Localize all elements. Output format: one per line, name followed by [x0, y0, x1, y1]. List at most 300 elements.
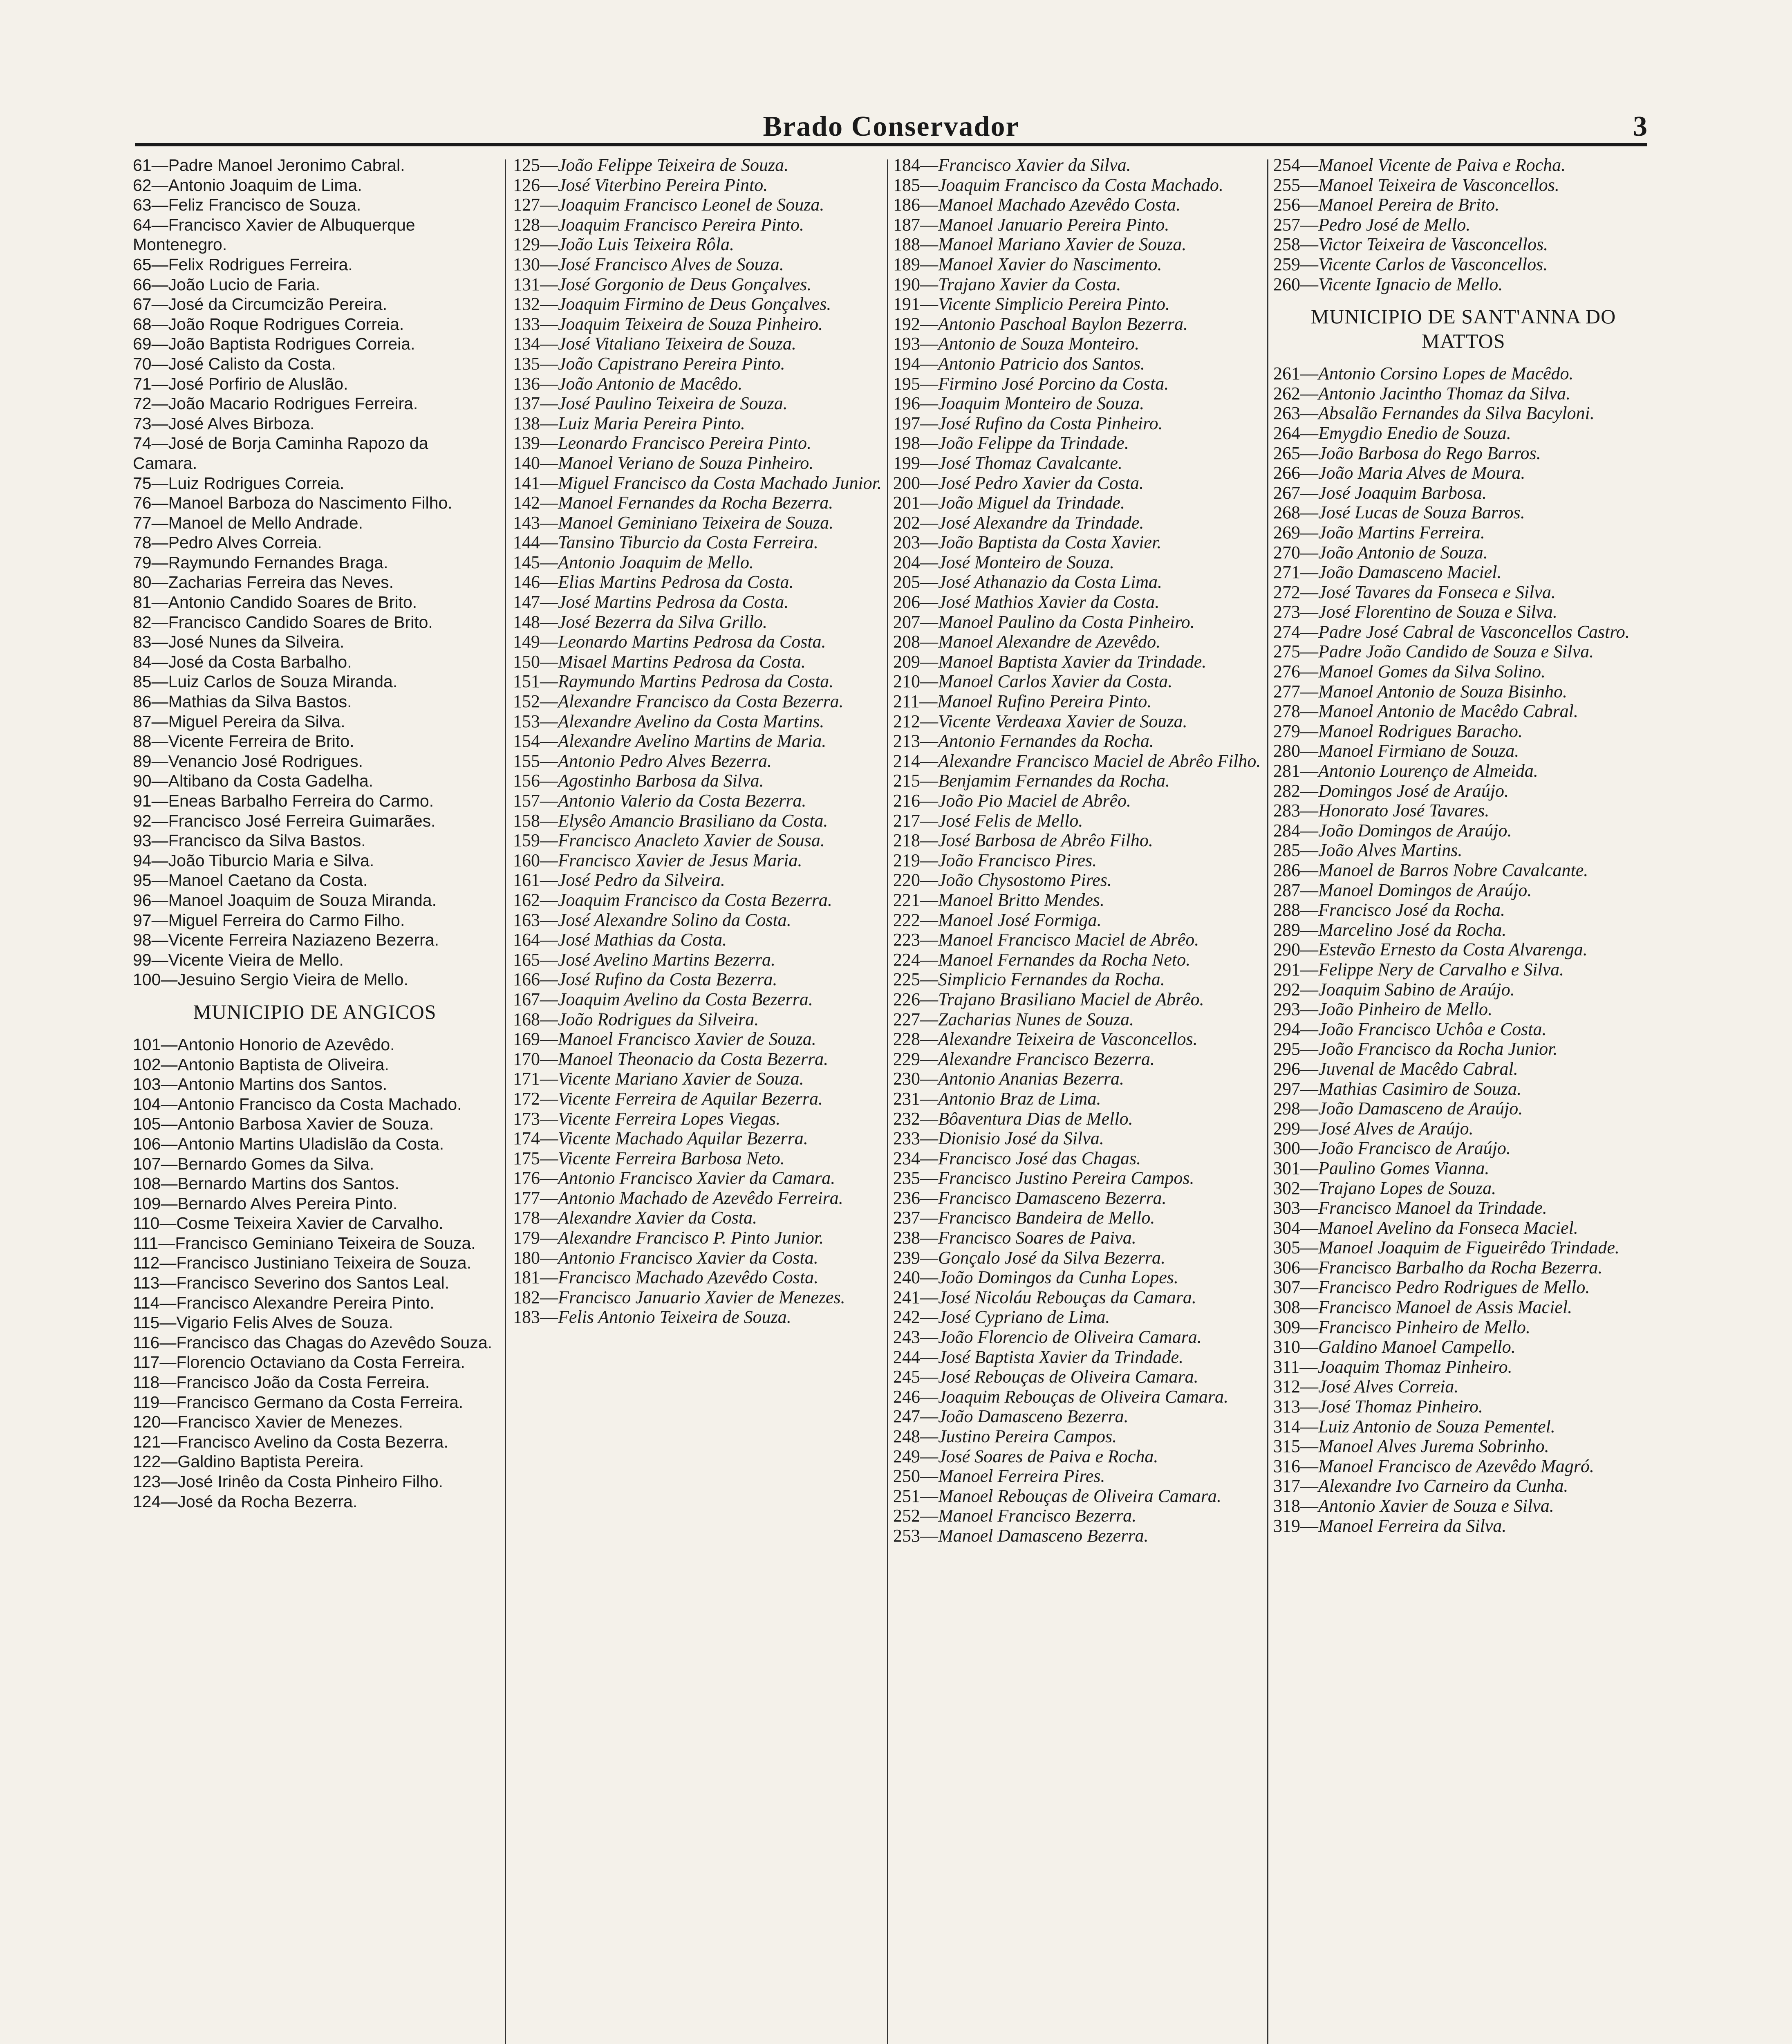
entry-name: José Rufino da Costa Bezerra.: [558, 969, 777, 990]
entry-number: 143: [513, 512, 540, 533]
list-item: [893, 930, 1269, 950]
entry-dash: —: [1300, 1118, 1318, 1139]
entry-dash: —: [1300, 522, 1318, 542]
entry-number: 132: [513, 294, 540, 314]
entry-number: 311: [1273, 1356, 1300, 1377]
entry-name: Absalão Fernandes da Silva Bacyloni.: [1318, 403, 1595, 424]
entry-dash: —: [1300, 502, 1318, 523]
entry-number: 96: [133, 890, 152, 910]
entry-name: José Thomaz Pinheiro.: [1318, 1396, 1483, 1417]
entry-number: 227: [893, 1009, 920, 1029]
section-heading: MUNICIPIO DE ANGICOS: [193, 1000, 437, 1023]
list-item: [133, 1372, 497, 1392]
entry-name: José Alves de Araújo.: [1318, 1118, 1474, 1139]
list-item: [893, 155, 1269, 175]
entry-dash: —: [1300, 959, 1318, 979]
entry-dash: —: [1300, 1039, 1318, 1059]
list-item: [893, 1109, 1269, 1129]
list-item: [893, 433, 1269, 453]
list-item: [513, 771, 887, 791]
entry-dash: —: [920, 1088, 938, 1109]
entry-number: 160: [513, 850, 540, 870]
entry-number: 255: [1273, 175, 1300, 195]
entry-dash: —: [920, 1406, 938, 1427]
list-item: [133, 1094, 497, 1114]
entry-number: 202: [893, 512, 920, 533]
entry-dash: —: [540, 691, 558, 712]
list-item: [133, 1472, 497, 1492]
list-item: [1273, 702, 1653, 722]
entry-name: Manoel Pereira de Brito.: [1318, 195, 1500, 215]
list-item: [1273, 483, 1653, 503]
entry-number: 116: [133, 1333, 160, 1352]
list-item: [513, 314, 887, 334]
entry-dash: —: [159, 1214, 177, 1233]
entry-number: 155: [513, 751, 540, 771]
entry-name: José Barbosa de Abrêo Filho.: [938, 830, 1153, 851]
entry-name: Francisco Geminiano Teixeira de Souza.: [175, 1233, 476, 1253]
entry-number: 147: [513, 592, 540, 612]
list-item: [133, 1213, 497, 1233]
entry-number: 307: [1273, 1277, 1300, 1298]
entry-number: 104: [133, 1094, 161, 1114]
list-item: [513, 1109, 887, 1129]
list-item: [893, 1367, 1269, 1387]
entry-name: Francisco Machado Azevêdo Costa.: [558, 1267, 819, 1288]
list-item: [513, 970, 887, 990]
list-item: [133, 572, 497, 592]
entry-number: 62: [133, 175, 152, 195]
list-item: [893, 334, 1269, 354]
entry-number: 142: [513, 493, 540, 513]
entry-dash: —: [151, 275, 168, 294]
entry-number: 140: [513, 453, 540, 473]
entry-dash: —: [920, 1148, 938, 1168]
entry-name: Marcelino José da Rocha.: [1318, 919, 1507, 940]
entry-number: 103: [133, 1075, 161, 1094]
entry-dash: —: [540, 532, 558, 553]
list-item: [1273, 1417, 1653, 1437]
entry-dash: —: [540, 1009, 558, 1029]
list-item: [133, 433, 497, 473]
list-item: [1273, 1318, 1653, 1338]
list-item: [133, 354, 497, 374]
entry-number: 159: [513, 830, 540, 851]
entry-name: Feliz Francisco de Souza.: [168, 195, 361, 215]
list-item: [1273, 543, 1653, 563]
entry-number: 85: [133, 672, 152, 691]
entry-name: João Damasceno de Araújo.: [1318, 1098, 1523, 1119]
list-item: [513, 374, 887, 394]
entry-dash: —: [920, 1367, 938, 1387]
entry-name: Miguel Ferreira do Carmo Filho.: [168, 910, 405, 930]
list-item: [1273, 1119, 1653, 1139]
entry-name: Emygdio Enedio de Souza.: [1318, 423, 1511, 443]
list-item: [133, 1452, 497, 1472]
entry-number: 76: [133, 493, 152, 513]
entry-name: Francisco João da Costa Ferreira.: [176, 1373, 430, 1392]
entry-name: Gonçalo José da Silva Bezerra.: [938, 1247, 1165, 1268]
entry-dash: —: [540, 850, 558, 870]
list-item: [1273, 1159, 1653, 1179]
entry-name: Francisco Candido Soares de Brito.: [168, 612, 433, 632]
list-item: [893, 632, 1269, 652]
list-item: [1273, 424, 1653, 444]
entry-name: José da Costa Barbalho.: [168, 652, 352, 671]
entry-name: José Avelino Martins Bezerra.: [558, 949, 775, 970]
entry-name: Antonio Candido Soares de Brito.: [168, 593, 417, 612]
list-item: [1273, 444, 1653, 464]
entry-name: Alexandre Francisco Maciel de Abrêo Filho.: [938, 751, 1261, 771]
list-item: [1273, 195, 1653, 215]
entry-number: 296: [1273, 1058, 1300, 1079]
entry-dash: —: [151, 434, 168, 453]
list-item: [133, 652, 497, 672]
entry-number: 278: [1273, 701, 1300, 722]
list-item: [513, 870, 887, 890]
entry-dash: —: [159, 1313, 177, 1332]
entry-number: 73: [133, 414, 152, 433]
entry-name: João Domingos de Araújo.: [1318, 820, 1512, 840]
entry-dash: —: [540, 1108, 558, 1129]
list-item: [893, 453, 1269, 473]
entry-dash: —: [1300, 1277, 1318, 1298]
entry-dash: —: [540, 294, 558, 314]
entry-name: Vicente Ferreira Barbosa Neto.: [558, 1148, 785, 1168]
entry-number: 107: [133, 1154, 161, 1173]
list-item: [133, 692, 497, 712]
entry-name: Alexandre Avelino Martins de Maria.: [558, 731, 827, 751]
entry-number: 154: [513, 731, 540, 751]
entry-name: Antonio Ananias Bezerra.: [938, 1069, 1124, 1089]
entry-name: João Florencio de Oliveira Camara.: [938, 1327, 1202, 1347]
entry-dash: —: [1300, 1237, 1318, 1258]
entry-number: 212: [893, 711, 920, 731]
entry-name: João Damasceno Bezerra.: [938, 1406, 1129, 1427]
entry-number: 77: [133, 513, 152, 532]
entry-dash: —: [151, 473, 168, 493]
entry-number: 220: [893, 870, 920, 890]
entry-number: 309: [1273, 1317, 1300, 1337]
entry-dash: —: [540, 711, 558, 731]
entry-dash: —: [540, 1088, 558, 1109]
entry-number: 218: [893, 830, 920, 851]
entry-dash: —: [159, 1333, 177, 1352]
entry-name: Antonio Xavier de Souza e Silva.: [1318, 1496, 1554, 1516]
entry-dash: —: [151, 553, 168, 572]
entry-dash: —: [1300, 254, 1318, 274]
list-item: [513, 354, 887, 374]
entry-name: Joaquim Thomaz Pinheiro.: [1317, 1356, 1512, 1377]
entry-dash: —: [1300, 860, 1318, 880]
entry-dash: —: [159, 1353, 177, 1372]
list-item: [513, 1307, 887, 1327]
entry-dash: —: [161, 1094, 178, 1114]
entry-dash: —: [920, 1069, 938, 1089]
entry-name: José de Borja Caminha Rapozo da Camara.: [133, 434, 428, 473]
entry-number: 86: [133, 692, 152, 711]
entry-number: 293: [1273, 999, 1300, 1020]
list-item: [1273, 1099, 1653, 1119]
entry-number: 197: [893, 413, 920, 433]
entry-dash: —: [920, 1307, 938, 1327]
entry-name: Joaquim Francisco Pereira Pinto.: [558, 214, 804, 235]
entry-dash: —: [540, 1287, 558, 1307]
entry-number: 171: [513, 1069, 540, 1089]
entry-number: 194: [893, 353, 920, 374]
list-item: [893, 910, 1269, 930]
entry-name: Manoel Alves Jurema Sobrinho.: [1318, 1436, 1549, 1457]
entry-number: 144: [513, 532, 540, 553]
list-item: [1273, 1079, 1653, 1099]
entry-number: 138: [513, 413, 540, 433]
entry-number: 269: [1273, 522, 1300, 542]
list-item: [893, 791, 1269, 811]
entry-dash: —: [920, 1327, 938, 1347]
entry-number: 262: [1273, 383, 1300, 403]
entry-number: 89: [133, 751, 152, 771]
list-item: [133, 1432, 497, 1452]
entry-number: 114: [133, 1293, 160, 1312]
entry-name: José Francisco Alves de Souza.: [558, 254, 784, 274]
list-item: [893, 572, 1269, 592]
entry-name: Antonio Francisco da Costa Machado.: [177, 1094, 462, 1114]
entry-dash: —: [151, 831, 168, 850]
list-item: [133, 811, 497, 831]
entry-dash: —: [540, 1188, 558, 1208]
list-item: [513, 831, 887, 851]
entry-number: 266: [1273, 463, 1300, 483]
list-item: [893, 1168, 1269, 1188]
list-item: [133, 791, 497, 811]
list-item: [513, 414, 887, 434]
entry-name: Raymundo Martins Pedrosa da Costa.: [558, 671, 834, 692]
entry-number: 185: [893, 175, 920, 195]
entry-dash: —: [920, 473, 938, 493]
entry-number: 247: [893, 1406, 920, 1427]
entry-name: João Maria Alves de Moura.: [1318, 463, 1525, 483]
entry-dash: —: [151, 732, 168, 751]
entry-number: 109: [133, 1194, 161, 1213]
entry-dash: —: [151, 354, 168, 373]
list-item: [513, 235, 887, 255]
entry-name: Manoel Avelino da Fonseca Maciel.: [1318, 1217, 1578, 1238]
entry-name: Antonio Machado de Azevêdo Ferreira.: [558, 1188, 843, 1208]
entry-number: 275: [1273, 641, 1300, 662]
entry-number: 253: [893, 1525, 920, 1546]
entry-dash: —: [151, 156, 168, 175]
entry-name: Francisco José das Chagas.: [938, 1148, 1141, 1168]
entry-name: Leonardo Martins Pedrosa da Costa.: [558, 632, 826, 652]
list-item: [893, 1089, 1269, 1109]
entry-name: Manoel Barboza do Nascimento Filho.: [168, 493, 452, 513]
entry-name: João Barbosa do Rego Barros.: [1318, 443, 1541, 463]
entry-number: 123: [133, 1472, 161, 1491]
entry-dash: —: [540, 810, 558, 831]
list-item: [133, 1293, 497, 1313]
entry-number: 79: [133, 553, 152, 572]
entry-dash: —: [540, 731, 558, 751]
entry-dash: —: [151, 493, 168, 513]
entry-dash: —: [920, 1386, 938, 1407]
entry-name: Felix Rodrigues Ferreira.: [168, 255, 353, 274]
entry-number: 82: [133, 612, 152, 632]
entry-number: 215: [893, 771, 920, 791]
entry-number: 243: [893, 1327, 920, 1347]
entry-dash: —: [540, 592, 558, 612]
entry-name: Antonio Valerio da Costa Bezerra.: [558, 791, 806, 811]
entry-dash: —: [540, 1069, 558, 1089]
entry-name: Antonio Jacintho Thomaz da Silva.: [1318, 383, 1571, 403]
entry-name: Francisco da Silva Bastos.: [168, 831, 366, 850]
entry-dash: —: [151, 871, 168, 890]
entry-dash: —: [151, 851, 168, 870]
entry-dash: —: [1300, 880, 1318, 900]
entry-name: Manoel Januario Pereira Pinto.: [938, 214, 1169, 235]
entry-name: Francisco das Chagas do Azevêdo Souza.: [176, 1333, 493, 1352]
entry-dash: —: [1300, 1337, 1318, 1357]
entry-dash: —: [920, 214, 938, 235]
entry-number: 236: [893, 1188, 920, 1208]
entry-dash: —: [1300, 721, 1318, 741]
entry-dash: —: [1300, 641, 1318, 662]
list-item: [1273, 682, 1653, 702]
entry-name: Vicente Machado Aquilar Bezerra.: [558, 1128, 808, 1149]
entry-number: 187: [893, 214, 920, 235]
entry-dash: —: [540, 671, 558, 692]
entry-number: 180: [513, 1247, 540, 1268]
entry-name: Manoel de Barros Nobre Cavalcante.: [1318, 860, 1588, 880]
list-item: [893, 1427, 1269, 1447]
entry-number: 257: [1273, 214, 1300, 235]
list-item: [133, 1313, 497, 1333]
list-item: [133, 1134, 497, 1154]
entry-name: José Rebouças de Oliveira Camara.: [938, 1367, 1198, 1387]
entry-dash: —: [920, 910, 938, 930]
entry-name: Simplicio Fernandes da Rocha.: [938, 969, 1165, 990]
entry-name: Antonio Francisco Xavier da Camara.: [558, 1168, 836, 1188]
list-item: [893, 990, 1269, 1010]
entry-number: 272: [1273, 582, 1300, 602]
entry-name: José Alves Correia.: [1318, 1376, 1459, 1397]
entry-dash: —: [920, 353, 938, 374]
entry-number: 117: [133, 1353, 160, 1372]
entry-name: Francisco Soares de Paiva.: [938, 1228, 1136, 1248]
entry-name: Francisco Justino Pereira Campos.: [938, 1168, 1194, 1188]
column-2: [513, 155, 887, 2044]
list-item: [513, 433, 887, 453]
list-item: [893, 692, 1269, 712]
entry-dash: —: [151, 672, 168, 691]
list-item: [133, 592, 497, 612]
entry-dash: —: [540, 393, 558, 414]
entry-name: Manoel Paulino da Costa Pinheiro.: [938, 612, 1195, 632]
entry-name: José Porfirio de Aluslão.: [168, 374, 348, 393]
page-number: 3: [1633, 111, 1647, 142]
entry-dash: —: [1300, 234, 1318, 255]
entry-name: José da Rocha Bezerra.: [177, 1492, 358, 1511]
entry-name: Elysêo Amancio Brasiliano da Costa.: [558, 810, 828, 831]
entry-name: Francisco Xavier de Menezes.: [177, 1412, 403, 1432]
entry-number: 81: [133, 593, 152, 612]
list-item: [513, 612, 887, 632]
entry-number: 258: [1273, 234, 1300, 255]
entry-dash: —: [159, 1293, 177, 1312]
entry-number: 112: [133, 1253, 160, 1273]
list-item: [133, 314, 497, 334]
entry-number: 277: [1273, 681, 1300, 702]
entry-number: 244: [893, 1347, 920, 1367]
list-item: [133, 493, 497, 513]
entry-dash: —: [920, 1228, 938, 1248]
entry-number: 115: [133, 1313, 160, 1332]
entry-dash: —: [159, 1373, 177, 1392]
entry-name: Vicente Verdeaxa Xavier de Souza.: [938, 711, 1187, 731]
entry-name: José Martins Pedrosa da Costa.: [558, 592, 789, 612]
entry-dash: —: [920, 373, 938, 394]
entry-name: Manoel Carlos Xavier da Costa.: [938, 671, 1173, 692]
entry-name: Luiz Carlos de Souza Miranda.: [168, 672, 398, 691]
entry-name: João Antonio de Macêdo.: [558, 373, 743, 394]
entry-name: Leonardo Francisco Pereira Pinto.: [558, 433, 811, 453]
entry-number: 121: [133, 1432, 161, 1451]
entry-name: José Florentino de Souza e Silva.: [1318, 602, 1557, 622]
entry-name: José Monteiro de Souza.: [938, 552, 1114, 572]
entry-name: Manoel Francisco Maciel de Abrêo.: [938, 930, 1199, 950]
entry-dash: —: [540, 234, 558, 255]
entry-number: 259: [1273, 254, 1300, 274]
entry-dash: —: [1300, 939, 1318, 960]
entry-name: José Soares de Paiva e Rocha.: [938, 1446, 1158, 1466]
entry-dash: —: [1300, 1496, 1318, 1516]
entry-name: Manoel Geminiano Teixeira de Souza.: [558, 512, 834, 533]
entry-name: Antonio Joaquim de Mello.: [558, 552, 754, 572]
entry-dash: —: [920, 274, 938, 294]
entry-number: 145: [513, 552, 540, 572]
entry-name: Jesuino Sergio Vieira de Mello.: [177, 970, 408, 989]
entry-name: Firmino José Porcino da Costa.: [938, 373, 1169, 394]
list-item: [1273, 1218, 1653, 1238]
entry-number: 95: [133, 871, 152, 890]
entry-dash: —: [1300, 1198, 1318, 1218]
entry-dash: —: [1300, 900, 1318, 920]
list-item: [133, 612, 497, 632]
column-4: [1273, 155, 1653, 2044]
list-item: [893, 652, 1269, 672]
entry-dash: —: [1300, 423, 1318, 443]
list-item: [1273, 761, 1653, 781]
entry-name: Antonio Francisco Xavier da Costa.: [558, 1247, 818, 1268]
list-item: [1273, 463, 1653, 483]
entry-dash: —: [919, 691, 938, 712]
entry-name: Joaquim Teixeira de Souza Pinheiro.: [558, 314, 823, 334]
entry-name: Antonio Barbosa Xavier de Souza.: [177, 1114, 434, 1134]
list-item: [893, 354, 1269, 374]
entry-number: 183: [513, 1307, 540, 1327]
entry-number: 240: [893, 1267, 920, 1288]
entry-dash: —: [920, 1188, 938, 1208]
entry-name: Francisco Justiniano Teixeira de Souza.: [176, 1253, 472, 1273]
list-item: [893, 890, 1269, 910]
entry-name: Manoel Caetano da Costa.: [168, 871, 368, 890]
entry-dash: —: [151, 791, 168, 810]
column-1: [133, 155, 497, 2044]
entry-name: Manoel Joaquim de Souza Miranda.: [168, 890, 437, 910]
entry-number: 156: [513, 771, 540, 791]
list-item: [133, 155, 497, 175]
entry-number: 297: [1273, 1078, 1300, 1099]
list-item: [1273, 563, 1653, 583]
